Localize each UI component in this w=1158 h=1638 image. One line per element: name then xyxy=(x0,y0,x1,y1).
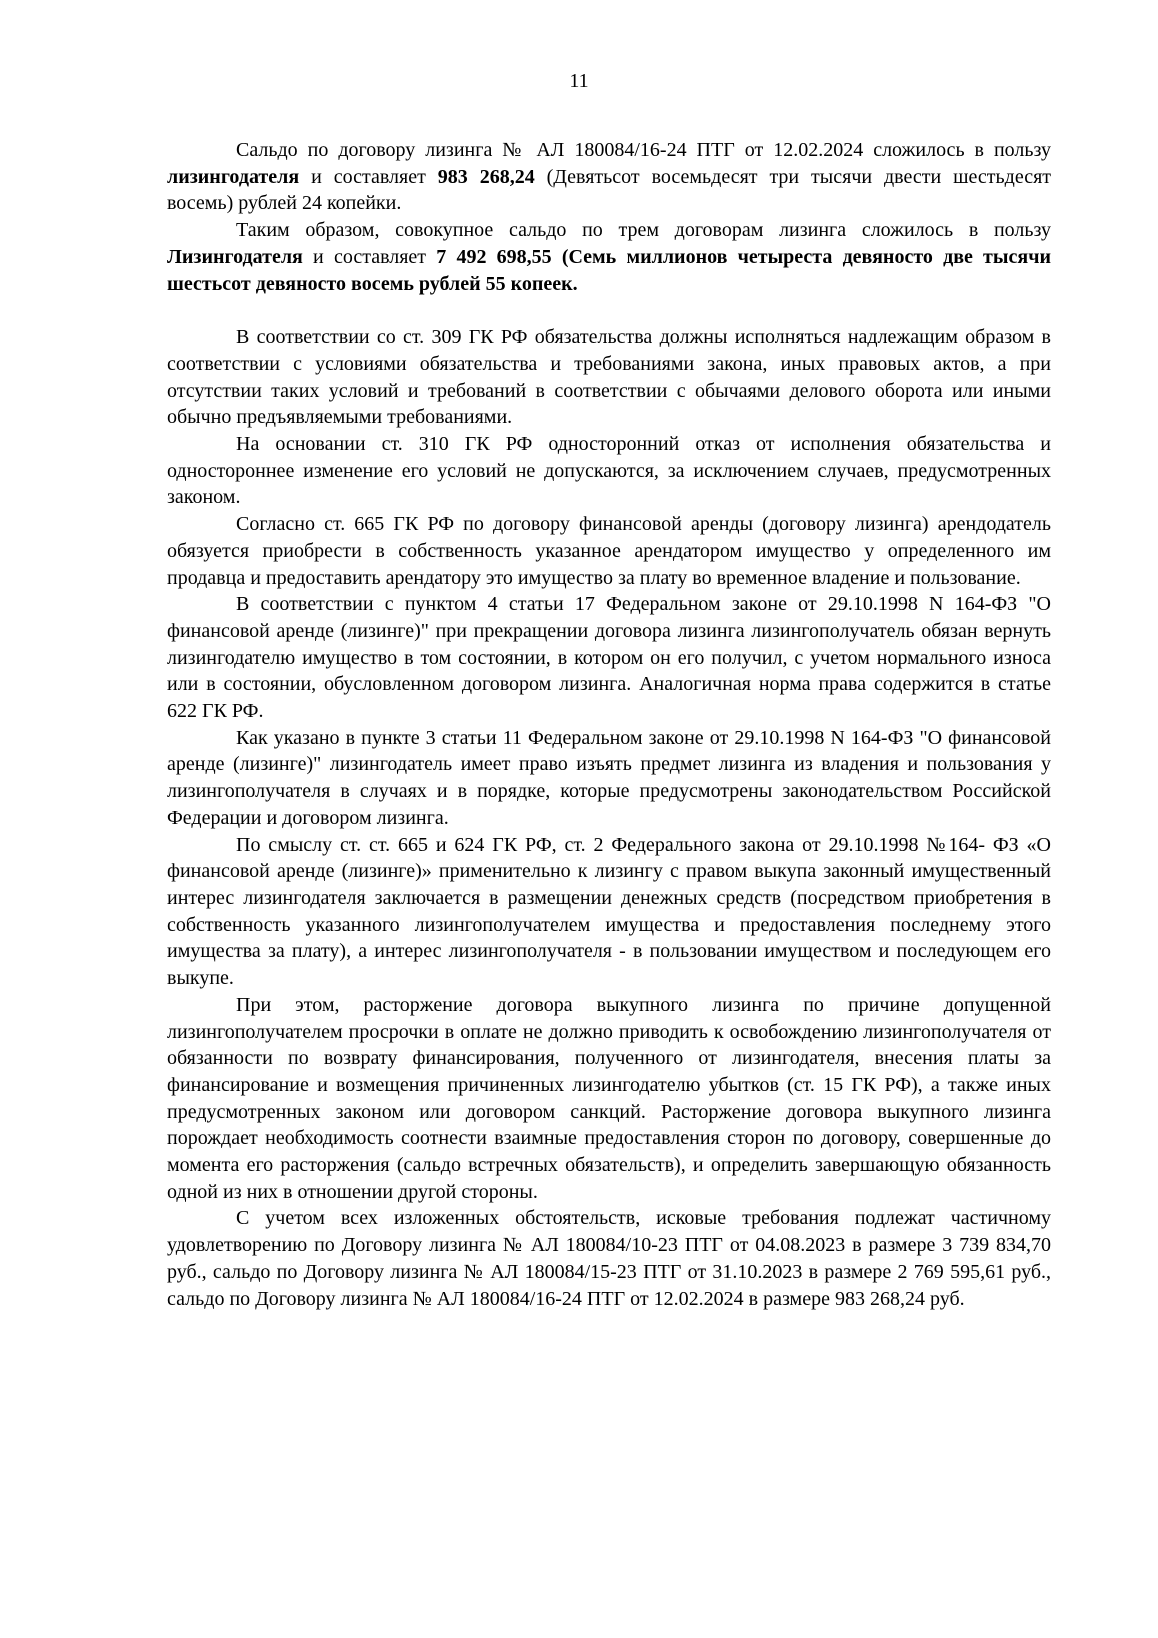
text-run: По смыслу ст. ст. 665 и 624 ГК РФ, ст. 2 Федерального закона от 29.10.1998 №164- ФЗ «О финансовой аренде (лизинге)» применительно к лизингу с правом выкупа законный имущественный интерес лизингодателя заключается в размещении денежных средств (посредством приобретения в собственность указанного лизингополучателем имущества и предоставления последнему этого имущества за плату), а интерес лизингополучателя - в пользовании имуществом и последующем его выкупе. xyxy=(167,833,1051,990)
bold-text: 7 492 698,55 (Семь миллионов четыреста девяносто две тысячи шестьсот девяносто восемь рублей 55 копеек. xyxy=(167,245,1052,295)
bold-text: 983 268,24 xyxy=(437,165,535,188)
bold-text: лизингодателя xyxy=(167,165,300,188)
paragraph-termination xyxy=(167,992,1051,1206)
text-run: В соответствии со ст. 309 ГК РФ обязательства должны исполняться надлежащим образом в соответствии с условиями обязательства и требованиями закона, иных правовых актов, а при отсутствии таких условий и требований в соответствии с обычаями делового оборота или иными обычно предъявляемыми требованиями. xyxy=(167,326,1051,429)
paragraph-spacer xyxy=(167,297,1051,324)
text-run: Таким образом, совокупное сальдо по трем договорам лизинга сложилось в пользу xyxy=(236,219,1051,242)
text-run: Согласно ст. 665 ГК РФ по договору финансовой аренды (договору лизинга) арендодатель обязуется приобрести в собственность указанное арендатором имущество у определенного им продавца и предоставить арендатору это имущество за плату во временное владение и пользование. xyxy=(167,513,1051,589)
paragraph-saldo-16-24 xyxy=(167,137,1051,217)
paragraph-fz-164-art-17 xyxy=(167,591,1051,725)
paragraph-conclusion xyxy=(167,1205,1051,1312)
text-run: Сальдо по договору лизинга № АЛ 180084/16-24 ПТГ от 12.02.2024 сложилось в пользу xyxy=(236,139,1051,161)
paragraph-art-309 xyxy=(167,324,1051,431)
paragraph-art-665-624 xyxy=(167,832,1051,992)
bold-text: Лизингодателя xyxy=(167,245,303,268)
text-run: и составляет xyxy=(302,245,437,268)
text-run: При этом, расторжение договора выкупного лизинга по причине допущенной лизингополучателем просрочки в оплате не должно приводить к освобождению лизингополучателя от обязанности по возврату финансирования, полученного от лизингодателя, внесения платы за финансирование и возмещения причиненных лизингодателю убытков (ст. 15 ГК РФ), а также иных предусмотренных законом или договором санкций. Расторжение договора выкупного лизинга порождает необходимость соотнести взаимные предоставления сторон по договору, совершенные до момента его расторжения (сальдо встречных обязательств), и определить завершающую обязанность одной из них в отношении другой стороны. xyxy=(167,993,1051,1203)
text-run: В соответствии с пунктом 4 статьи 17 Федеральном законе от 29.10.1998 N 164-ФЗ "О финансовой аренде (лизинге)" при прекращении договора лизинга лизингополучатель обязан вернуть лизингодателю имущество в том состоянии, в котором он его получил, с учетом нормального износа или в состоянии, обусловленном договором лизинга. Аналогичная норма права содержится в статье 622 ГК РФ. xyxy=(167,593,1051,723)
text-run: Как указано в пункте 3 статьи 11 Федеральном законе от 29.10.1998 N 164-ФЗ "О финансовой аренде (лизинге)" лизингодатель имеет право изъять предмет лизинга из владения и пользования у лизингополучателя в случаях и в порядке, которые предусмотрены законодательством Российской Федерации и договором лизинга. xyxy=(167,726,1051,829)
text-run: и составляет xyxy=(299,165,438,188)
text-run: С учетом всех изложенных обстоятельств, исковые требования подлежат частичному удовлетворению по Договору лизинга № АЛ 180084/10-23 ПТГ от 04.08.2023 в размере 3 739 834,70 руб., сальдо по Договору лизинга № АЛ 180084/15-23 ПТГ от 31.10.2023 в размере 2 769 595,61 руб., сальдо по Договору лизинга № АЛ 180084/16-24 ПТГ от 12.02.2024 в размере 983 268,24 руб. xyxy=(167,1207,1051,1310)
paragraph-art-310 xyxy=(167,431,1051,511)
document-body xyxy=(167,137,1051,1312)
paragraph-fz-164-art-11 xyxy=(167,725,1051,832)
paragraph-art-665 xyxy=(167,511,1051,591)
paragraph-total-saldo xyxy=(167,217,1051,297)
text-run: (Девятьсот восемьдесят три тысячи двести шестьдесят восемь) рублей 24 копейки. xyxy=(167,165,1052,215)
page-number: 11 xyxy=(569,70,589,92)
text-run: На основании ст. 310 ГК РФ односторонний отказ от исполнения обязательства и одностороннее изменение его условий не допускаются, за исключением случаев, предусмотренных законом. xyxy=(167,433,1051,509)
